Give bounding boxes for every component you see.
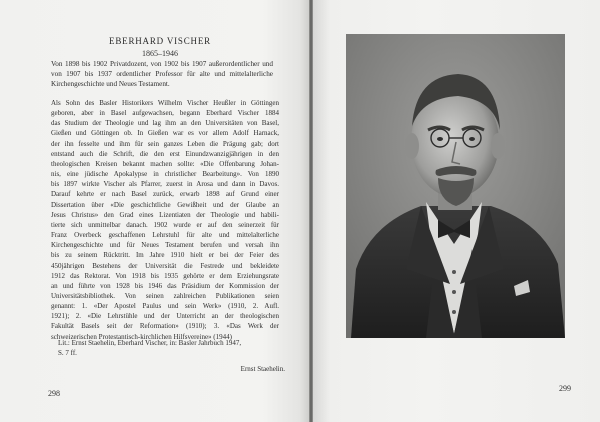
biography-line: schweizerischen Protestantisch-kirchlichen Hilfsvereine» (1944) xyxy=(51,332,232,341)
right-page xyxy=(313,0,600,422)
biography-line: entstand auch die Schrift, die den erst Einundzwanzigjährigen in den xyxy=(51,149,279,158)
literature-line: Lit.: Ernst Staehelin, Eberhard Vischer, in: Basler Jahrbuch 1947, xyxy=(58,339,242,347)
biography-line: Darauf kehrte er nach Basel zurück, erwarb 1898 auf Grund einer xyxy=(51,190,279,199)
page-number-right: 299 xyxy=(559,384,571,393)
article-header xyxy=(60,36,260,58)
biography-line: 1921); 2. «Die Lehrstühle und der Unterricht an der theologischen xyxy=(51,312,279,321)
portrait-photograph xyxy=(346,34,565,338)
biography-line: genannt: 1. «Der Apostel Paulus und sein Werk» (1910, 2. Aufl. xyxy=(51,302,279,311)
biography-line: Gießen und Göttingen ob. In Gießen war es vor allem Adolf Harnack, xyxy=(51,129,279,138)
author-signature: Ernst Staehelin. xyxy=(240,365,285,373)
biography-line: Kirchengeschichte und für Neues Testament berufen und versah ihn xyxy=(51,241,279,250)
biography-line: geboren, aber in Basel aufgewachsen, begann Eberhard Vischer 1884 xyxy=(51,109,279,118)
person-name: EBERHARD VISCHER xyxy=(109,36,211,46)
career-summary: Von 1898 bis 1902 Privatdozent, von 1902 bis 1907 außerordentlicher und von 1907 bis 1937 ordentlicher Professor für alte und mittelalterliche Kirchengeschichte und Neues Testament. xyxy=(51,60,273,89)
biography-line: der ihn fesselte und ihm für sein ganzes Leben die Prägung gab; dort xyxy=(51,139,279,148)
biography-line: an und führte von 1928 bis 1946 das Präsidium der Kommission der xyxy=(51,281,279,290)
biography-line: theologischen Kreisen bekannt machen sollte: «Die Offenbarung Johan- xyxy=(51,159,279,168)
biography-line: tierte sich unmittelbar danach. 1902 wurde er auf den seinerzeit für xyxy=(51,220,279,229)
literature-line: S. 7 ff. xyxy=(58,349,77,358)
biography-text xyxy=(51,98,279,342)
biography-line: bis 1897 wirkte Vischer als Pfarrer, zuerst in Arosa und dann in Davos. xyxy=(51,180,279,189)
biography-line: das Studium der Theologie und lag ihm an den Universitäten von Basel, xyxy=(51,119,279,128)
biography-line: Franz Overbeck geschaffenen Lehrstuhl für alte und mittelalterliche xyxy=(51,231,279,240)
biography-line: nis, eine jüdische Apokalypse in christlicher Bearbeitung». Von 1890 xyxy=(51,170,279,179)
page-number-left: 298 xyxy=(48,389,60,398)
biography-line: Universitätsbibliothek. Von seinen zahlreichen Publikationen seien xyxy=(51,291,279,300)
life-dates: 1865–1946 xyxy=(142,49,178,58)
biography-line: Dissertation über «Die geschichtliche Gewißheit und der Glaube an xyxy=(51,200,279,209)
biography-line: 1912 das Rektorat. Von 1918 bis 1935 gehörte er dem Erziehungsrate xyxy=(51,271,279,280)
biography-line: 450jährigen Bestehens der Universität die Festrede und bekleidete xyxy=(51,261,279,270)
biography-line: Jesus Christus» den Grad eines Lizentiaten der Theologie und habili- xyxy=(51,210,279,219)
biography-line: Fakultät Basels seit der Reformation» (1910); 3. «Das Werk der xyxy=(51,322,279,331)
biography-line: bis zu seinem Rücktritt. Im Jahre 1910 hielt er bei der Feier des xyxy=(51,251,279,260)
literature-reference xyxy=(58,338,284,358)
biography-line: Als Sohn des Basler Historikers Wilhelm Vischer Heußler in Göttingen xyxy=(51,99,279,107)
